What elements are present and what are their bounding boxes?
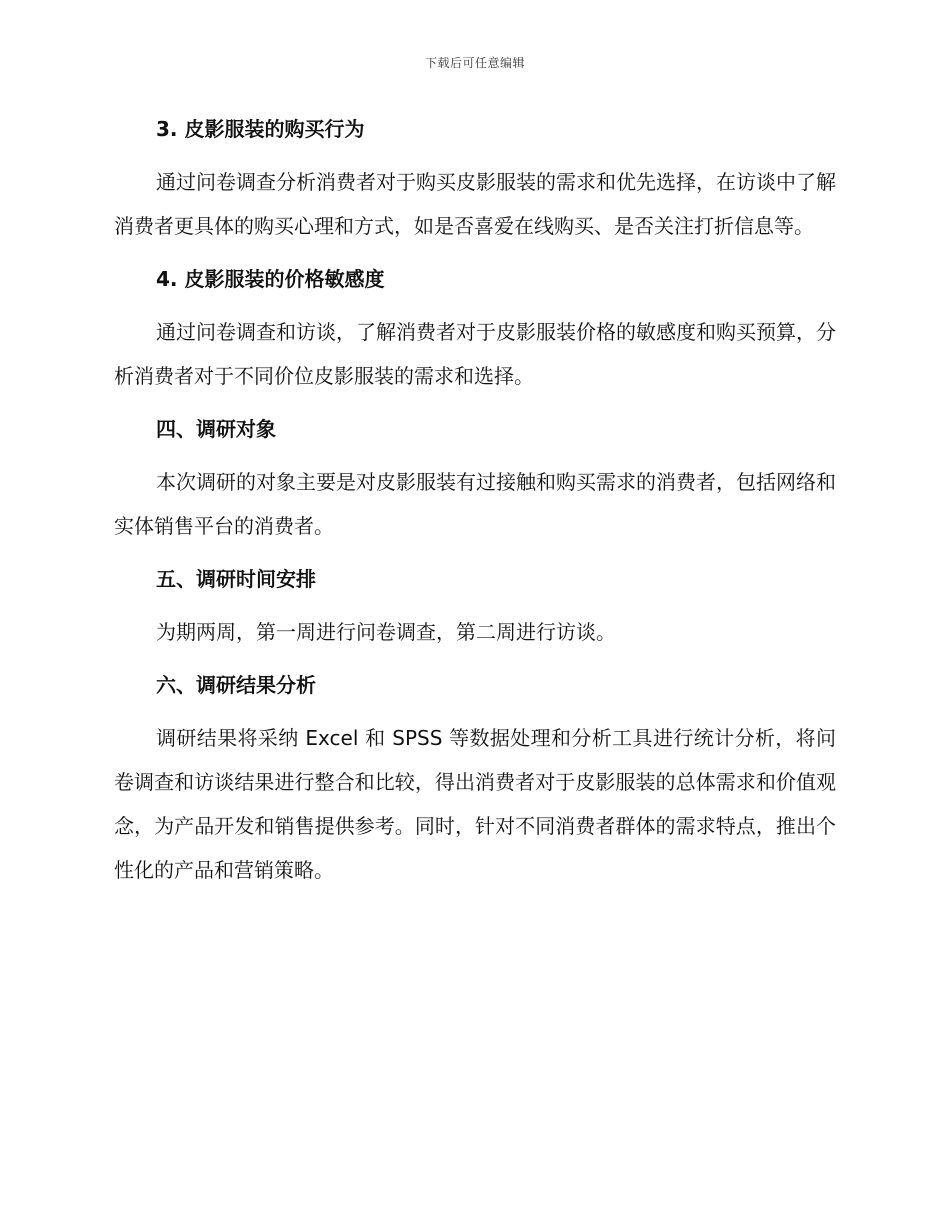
document-body bbox=[114, 112, 836, 892]
section-paragraph-results-analysis: 调研结果将采纳 Excel 和 SPSS 等数据处理和分析工具进行统计分析，将问卷调查和访谈结果进行整合和比较，得出消费者对于皮影服装的总体需求和价值观念，为产品开发和销售提供参考。同时，针对不同消费者群体的需求特点，推出个性化的产品和营销策略。 bbox=[114, 726, 836, 882]
section-heading-research-subjects: 四、调研对象 bbox=[156, 417, 276, 441]
section-heading-purchase-behavior: 3. 皮影服装的购买行为 bbox=[156, 117, 365, 141]
page-header: 下载后可任意编辑 bbox=[424, 56, 525, 70]
section-paragraph-research-subjects: 本次调研的对象主要是对皮影服装有过接触和购买需求的消费者，包括网络和实体销售平台的消费者。 bbox=[114, 470, 836, 538]
section-heading-results-analysis: 六、调研结果分析 bbox=[156, 673, 316, 697]
section-paragraph-purchase-behavior: 通过问卷调查分析消费者对于购买皮影服装的需求和优先选择，在访谈中了解消费者更具体的购买心理和方式，如是否喜爱在线购买、是否关注打折信息等。 bbox=[114, 170, 836, 238]
section-heading-price-sensitivity: 4. 皮影服装的价格敏感度 bbox=[156, 267, 385, 291]
section-paragraph-schedule: 为期两周，第一周进行问卷调查，第二周进行访谈。 bbox=[156, 620, 616, 644]
section-heading-schedule: 五、调研时间安排 bbox=[156, 567, 316, 591]
section-paragraph-price-sensitivity: 通过问卷调查和访谈，了解消费者对于皮影服装价格的敏感度和购买预算，分析消费者对于不同价位皮影服装的需求和选择。 bbox=[114, 320, 836, 388]
